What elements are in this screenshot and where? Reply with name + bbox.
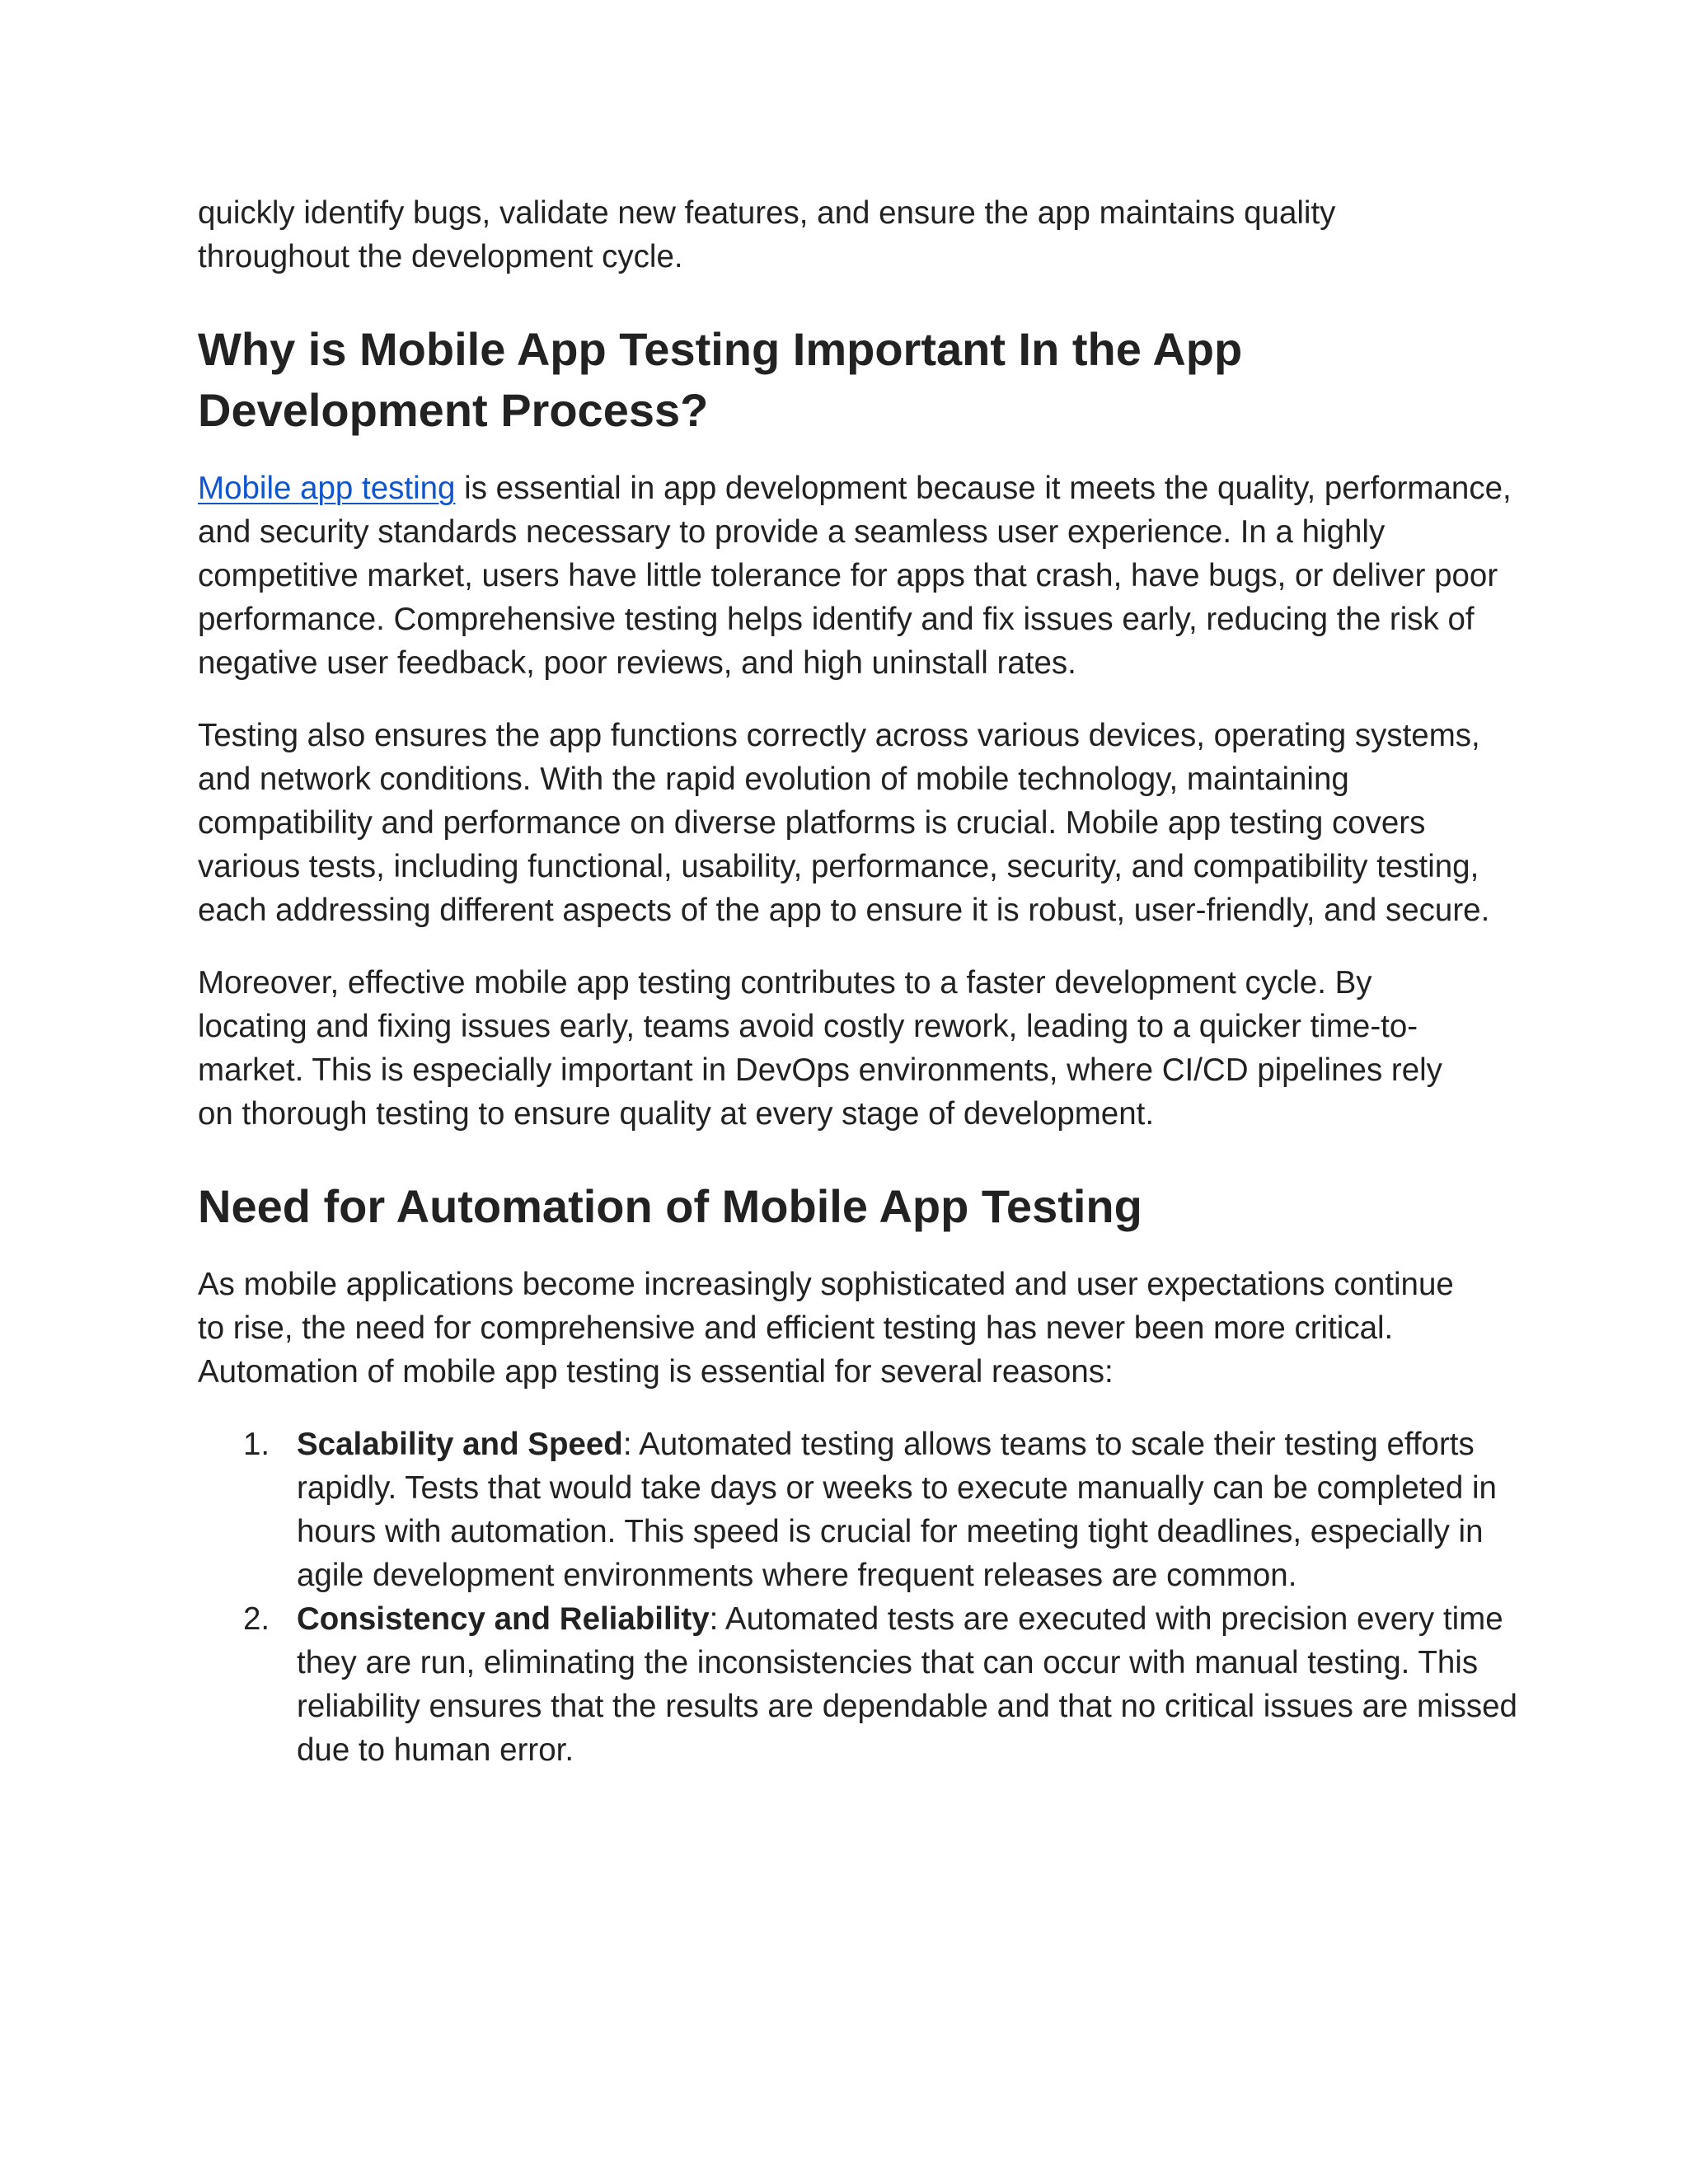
list-item-number: 1. — [243, 1427, 270, 1462]
document-page — [198, 191, 1517, 1772]
mobile-app-testing-link[interactable]: Mobile app testing — [198, 471, 456, 506]
paragraph-testing-devices: Testing also ensures the app functions correctly across various devices, operating systems, and network conditions. With the rapid evolution of mobile technology, maintaining compatibility and performance on diverse platforms is crucial. Mobile app testing covers various tests, including functional, usability, performance, security, and compatibility testing, each addressing different aspects of the app to ensure it is robust, user-friendly, and secure. — [198, 718, 1490, 928]
list-item-number: 2. — [243, 1601, 270, 1637]
list-item-text: : Automated testing allows teams to scale their testing efforts rapidly. Tests that would take days or weeks to execute manually can be completed in hours with automation. This speed is crucial for meeting tight deadlines, especially in agile development environments where frequent releases are common. — [297, 1427, 1497, 1593]
section-heading-why-testing: Why is Mobile App Testing Important In the App Development Process? — [198, 323, 1243, 436]
paragraph-faster-cycle: Moreover, effective mobile app testing contributes to a faster development cycle. By locating and fixing issues early, teams avoid costly rework, leading to a quicker time-to-market. This is especially important in DevOps environments, where CI/CD pipelines rely on thorough testing to ensure quality at every stage of development. — [198, 965, 1442, 1132]
intro-paragraph: quickly identify bugs, validate new features, and ensure the app maintains quality throughout the development cycle. — [198, 195, 1336, 274]
section-heading-automation: Need for Automation of Mobile App Testing — [198, 1180, 1142, 1232]
list-item-text: : Automated tests are executed with precision every time they are run, eliminating the inconsistencies that can occur with manual testing. This reliability ensures that the results are dependable and that no critical issues are missed due to human error. — [297, 1601, 1517, 1768]
list-item — [198, 1422, 1525, 1597]
paragraph-testing-essential-text: is essential in app development because it meets the quality, performance, and security standards necessary to provide a seamless user experience. In a highly competitive market, users have little tolerance for apps that crash, have bugs, or deliver poor performance. Comprehensive testing helps identify and fix issues early, reducing the risk of negative user feedback, poor reviews, and high uninstall rates. — [198, 471, 1512, 681]
paragraph-testing-essential — [198, 466, 1525, 685]
list-item — [198, 1597, 1525, 1772]
list-item-title: Consistency and Reliability — [297, 1601, 710, 1637]
paragraph-automation-intro: As mobile applications become increasingly sophisticated and user expectations continue to rise, the need for comprehensive and efficient testing has never been more critical. Automation of mobile app testing is essential for several reasons: — [198, 1267, 1454, 1390]
list-item-title: Scalability and Speed — [297, 1427, 623, 1462]
automation-reasons-list — [198, 1422, 1525, 1772]
